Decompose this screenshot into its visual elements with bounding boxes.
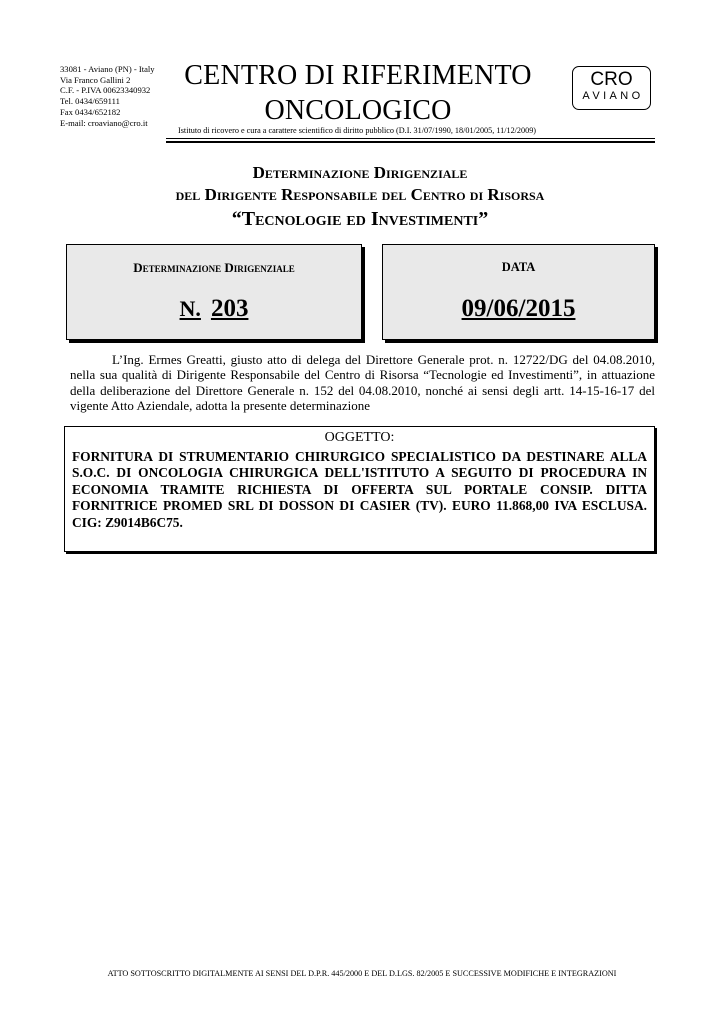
address-line: Via Franco Gallini 2: [60, 74, 131, 85]
logo-text-top: CRO: [590, 69, 633, 90]
heading-line3: “Tecnologie ed Investimenti”: [231, 208, 489, 230]
institute-subtitle: Istituto di ricovero e cura a carattere scientifico di diritto pubblico (D.I. 31/07/1990, 18/01/2005, 11/12/2009): [178, 126, 537, 135]
institute-title-line1: CENTRO DI RIFERIMENTO: [184, 60, 532, 91]
document-heading: [60, 162, 660, 232]
subject-label: OGGETTO:: [324, 430, 395, 445]
determination-date-box: [382, 244, 655, 340]
cro-logo: [572, 66, 651, 110]
institute-title: [178, 58, 538, 128]
determination-label: Determinazione Dirigenziale: [133, 260, 295, 275]
logo-text-bottom: AVIANO: [582, 90, 644, 102]
header-rule-thick: [166, 141, 655, 143]
header-rule-thin: [166, 138, 655, 139]
intro-paragraph: L’Ing. Ermes Greatti, giusto atto di delega del Direttore Generale prot. n. 12722/DG del 04.08.2010, nella sua qualità di Dirigente Responsabile del Centro di Risorsa “Tecnologie ed Investimenti”, in attuazione della deliberazione del Direttore Generale n. 152 del 04.08.2010, nonché ai sensi degli artt. 14-15-16-17 del vigente Atto Aziendale, adotta la presente determinazione: [70, 352, 655, 414]
address-line: Fax 0434/652182: [60, 106, 121, 117]
address-line: 33081 - Aviano (PN) - Italy: [60, 64, 155, 74]
address-line: Tel. 0434/659111: [60, 96, 120, 107]
subject-text: FORNITURA DI STRUMENTARIO CHIRURGICO SPECIALISTICO DA DESTINARE ALLA S.O.C. DI ONCOLOGIA CHIRURGICA DELL'ISTITUTO A SEGUITO DI PROCEDURA IN ECONOMIA TRAMITE RICHIESTA DI OFFERTA SUL PORTALE CONSIP. DITTA FORNITRICE PROMED SRL DI DOSSON DI CASIER (TV). EURO 11.868,00 IVA ESCLUSA. CIG: Z9014B6C75.: [72, 449, 647, 530]
address-line: E-mail: croaviano@cro.it: [60, 117, 148, 128]
heading-line2: del Dirigente Responsabile del Centro di Risorsa: [175, 185, 545, 204]
subject-box: [64, 426, 655, 552]
determination-number-box: [66, 244, 362, 340]
date-label: DATA: [501, 260, 536, 274]
heading-line1: Determinazione Dirigenziale: [252, 163, 468, 182]
date-value: 09/06/2015: [461, 295, 576, 322]
determination-number: [67, 295, 361, 323]
address-line: C.F. - P.IVA 00623340932: [60, 85, 151, 96]
number-value: 203: [210, 295, 249, 322]
institute-title-line2: ONCOLOGICO: [264, 95, 452, 126]
number-prefix: N.: [179, 296, 201, 321]
address-block: [60, 64, 170, 128]
footer-note: ATTO SOTTOSCRITTO DIGITALMENTE AI SENSI DEL D.P.R. 445/2000 E DEL D.LGS. 82/2005 E SUCCESSIVE MODIFICHE E INTEGRAZIONI: [107, 969, 617, 978]
